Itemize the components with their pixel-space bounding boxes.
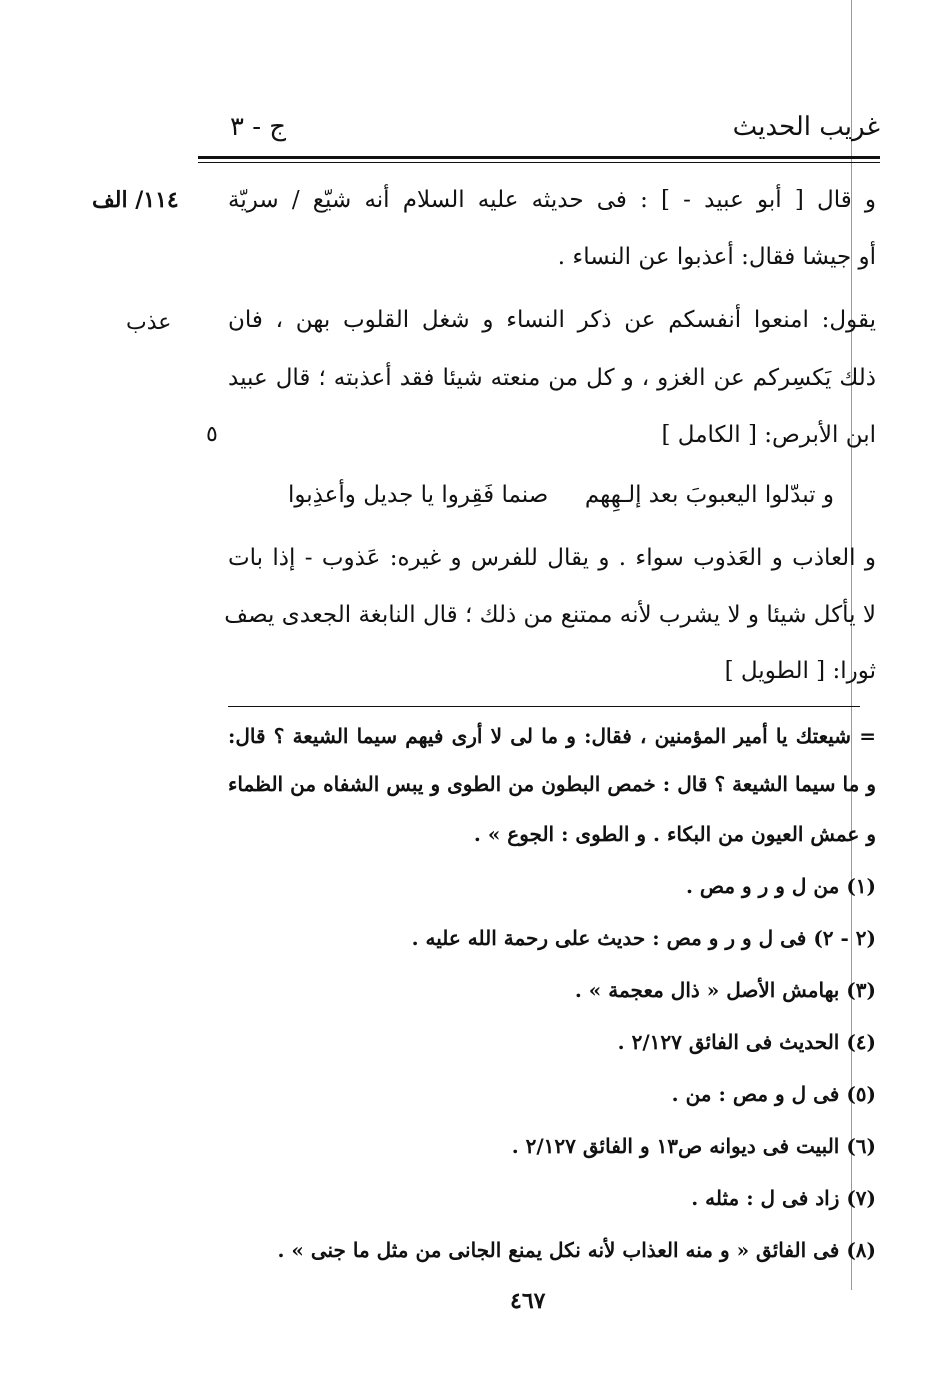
- running-header: [200, 112, 880, 152]
- footnote-7: (٧) زاد فى ل : مثله .: [691, 1186, 876, 1210]
- footnote-3: (٣) بهامش الأصل « ذال معجمة » .: [574, 978, 876, 1002]
- footnote-4: (٤) الحديث فى الفائق ٢/١٢٧ .: [617, 1030, 876, 1054]
- footnote-1: (١) من ل و ر و مص .: [685, 874, 876, 898]
- footnote-8: (٨) فى الفائق « و منه العذاب لأنه نكل يمنع الجانى من مثل ما جنى » .: [277, 1238, 876, 1262]
- line-number-margin: ٥: [206, 422, 218, 447]
- footnote-6: (٦) البيت فى ديوانه ص١٣ و الفائق ٢/١٢٧ .: [511, 1134, 876, 1158]
- volume-indicator: ج - ٣: [230, 112, 287, 142]
- running-title: غريب الحديث: [732, 112, 880, 142]
- verse-line-1: و تبدّلوا اليعبوبَ بعد إلـهِهم صنما فَقِروا يا جديل وأعذِبوا: [287, 482, 834, 508]
- headword-margin: عذب: [126, 310, 172, 335]
- page-number: ٤٦٧: [510, 1288, 546, 1314]
- body-line-9: ثورا: [ الطويل ]: [724, 658, 876, 684]
- folio-marker: ١١٤/ الف: [92, 187, 179, 213]
- header-rule-thick: [198, 156, 880, 159]
- footnote-continuation-1: = شيعتك يا أمير المؤمنين ، فقال: و ما لى لا أرى فيهم سيما الشيعة ؟ قال:: [228, 724, 876, 748]
- body-line-5: ابن الأبرص: [ الكامل ]: [661, 422, 876, 448]
- footnote-2: (٢ - ٢) فى ل و ر و مص : حديث على رحمة الله عليه .: [411, 926, 876, 950]
- body-line-8: لا يأكل شيئا و لا يشرب لأنه ممتنع من ذلك ؛ قال النابغة الجعدى يصف: [224, 602, 876, 628]
- body-line-4: ذلك يَكسِركم عن الغزو ، و كل من منعته شيئا فقد أعذبته ؛ قال عبيد: [228, 365, 876, 391]
- body-line-3: يقول: امنعوا أنفسكم عن ذكر النساء و شغل القلوب بهن ، فان: [228, 307, 876, 333]
- body-line-1: و قال [ أبو عبيد - ] : فى حديثه عليه السلام أنه شيّع / سريّة: [228, 187, 876, 213]
- footnote-5: (٥) فى ل و مص : من .: [671, 1082, 876, 1106]
- header-rule-thin: [198, 162, 880, 163]
- body-line-7: و العاذب و العَذوب سواء . و يقال للفرس و غيره: عَذوب - إذا بات: [228, 545, 876, 571]
- body-line-2: أو جيشا فقال: أعذبوا عن النساء .: [557, 244, 876, 270]
- footnote-continuation-2: و ما سيما الشيعة ؟ قال : خمص البطون من الطوى و يبس الشفاه من الظماء: [228, 772, 876, 796]
- footnote-rule: [228, 706, 860, 707]
- footnote-continuation-3: و عمش العيون من البكاء . و الطوى : الجوع » .: [473, 822, 876, 846]
